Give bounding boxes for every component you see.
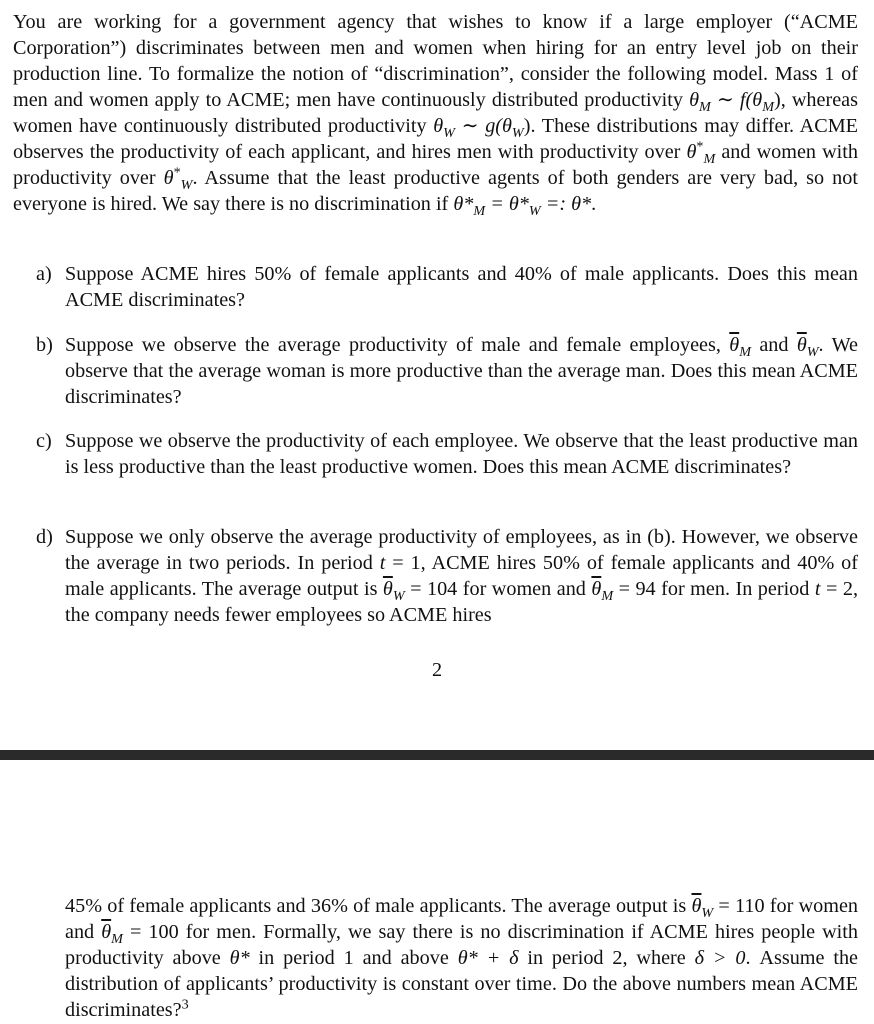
question-c — [36, 428, 858, 480]
question-text: Suppose ACME hires 50% of female applicants and 40% of male applicants. Does this mean ACME discriminates? — [65, 263, 858, 311]
question-label: b) — [36, 334, 53, 356]
question-label: a) — [36, 263, 52, 285]
question-d — [36, 524, 858, 628]
intro-paragraph: You are working for a government agency that wishes to know if a large employer (“ACME Corporation”) discriminates between men and women when hiring for an entry level job on their production line. To formalize the notion of “discrimination”, consider the following model. Mass 1 of men and women apply to ACME; men have continuously distributed productivity $\theta_M$ ∼ $f(\theta_M)$, whereas women have continuously distributed productivity $\theta_W$ ∼ $g(\theta_W)$. These distributions may differ. ACME observes the productivity of each applicant, and hires men with productivity over $\theta^*_M$ and women with productivity over $\theta^*_W$. Assume that the least productive agents of both genders are very bad, so not everyone is hired. We say there is no discrimination if $\theta*_M = \theta*_W$ =: θ*. — [13, 11, 858, 220]
question-text: Suppose we observe the productivity of each employee. We observe that the least productive man is less productive than the least productive women. Does this mean ACME discriminates? — [65, 430, 858, 478]
question-d-continuation: 45% of female applicants and 36% of male applicants. The average output is $\overline{\theta}_W = 110$ for women and $\overline{\theta}_M = 100$ for men. Formally, we say there is no discrimination if ACME hires people with productivity above θ* in period 1 and above θ* + δ in period 2, where δ > 0. Assume the distribution of applicants’ productivity is constant over time. Do the above numbers mean ACME discriminates?$^3$ — [65, 895, 859, 1021]
page-separator — [0, 750, 874, 760]
page-bottom — [0, 760, 874, 1024]
question-label: c) — [36, 430, 52, 452]
question-a — [36, 261, 858, 313]
question-text: Suppose we observe the average productivity of male and female employees, $\overline{\theta}_M$ and $\overline{\theta}_W$. We observe that the average woman is more productive than the average man. Does this mean ACME discriminates? — [65, 334, 858, 408]
page-number: 2 — [431, 659, 443, 681]
question-b — [36, 332, 858, 410]
question-label: d) — [36, 526, 53, 548]
footnote-ref[interactable]: 3 — [181, 996, 189, 1013]
question-text: Suppose we only observe the average productivity of employees, as in (b). However, we observe the average in two periods. In period t = 1, ACME hires 50% of female applicants and 40% of male applicants. The average output is $\overline{\theta}_W = 104$ for women and $\overline{\theta}_M = 94$ for men. In period t = 2, the company needs fewer employees so ACME hires — [65, 526, 858, 626]
